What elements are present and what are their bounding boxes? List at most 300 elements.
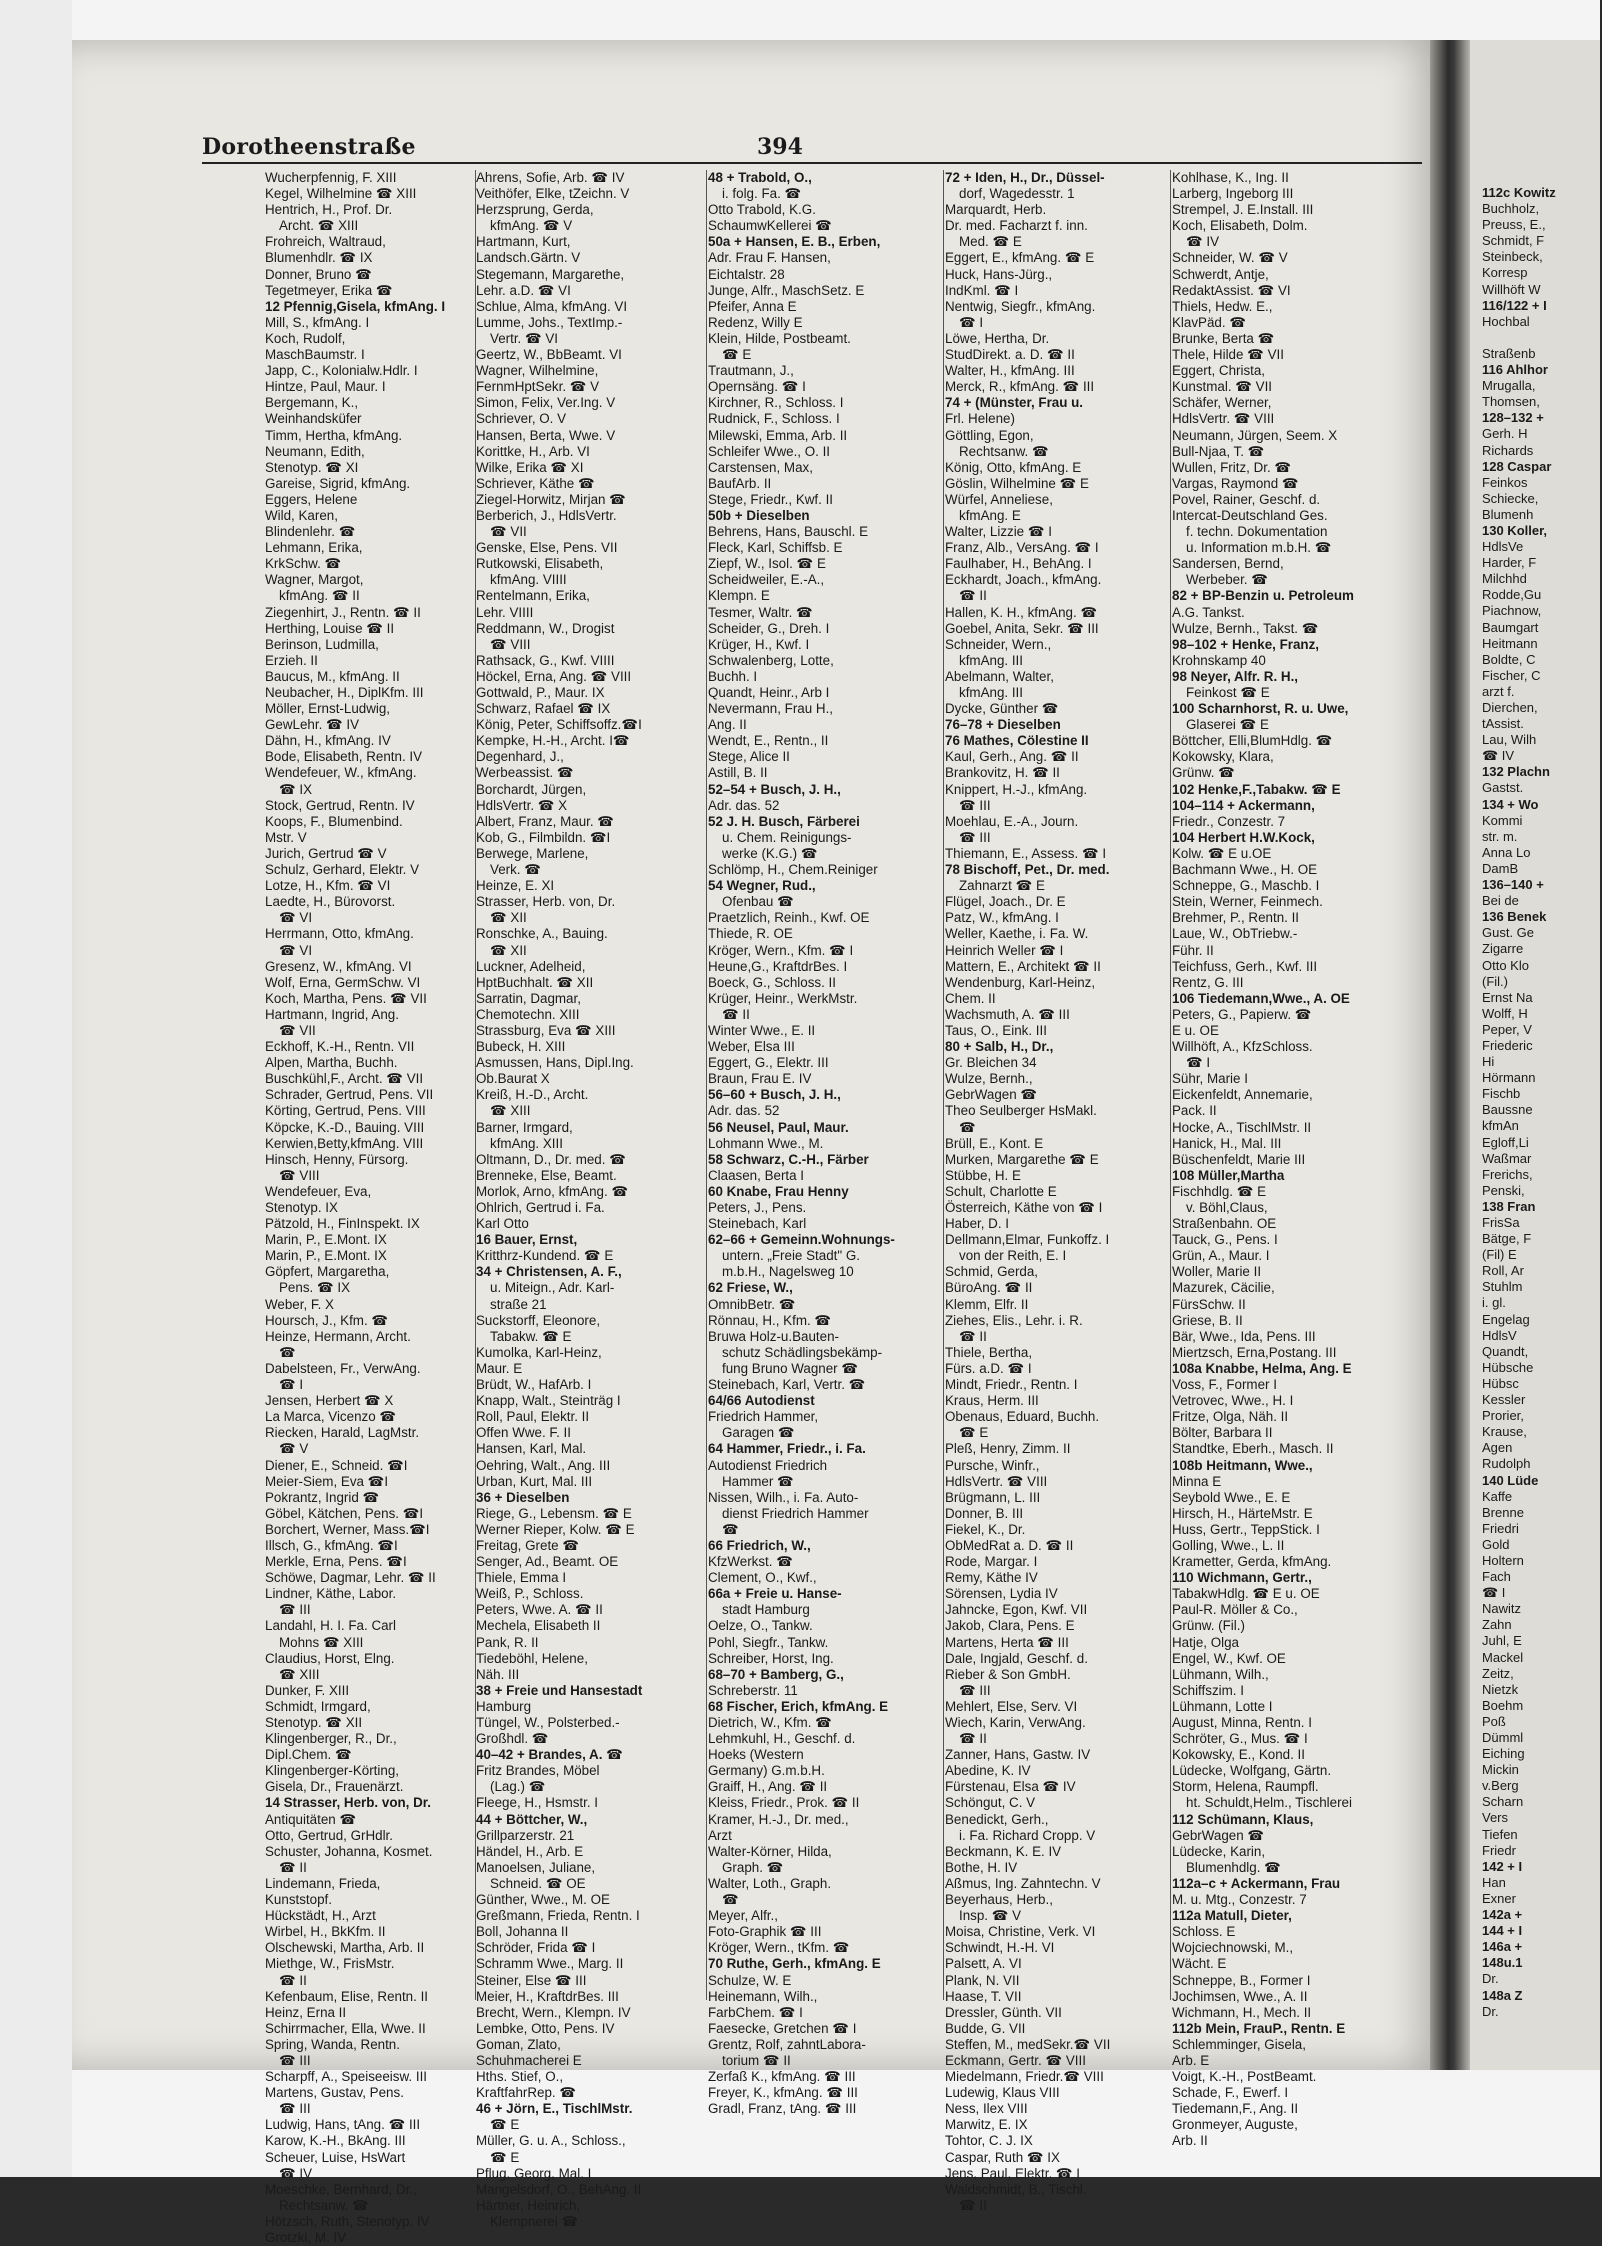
directory-entry: August, Minna, Rentn. I: [1172, 1715, 1312, 1730]
directory-entry: Grünw. (Fil.): [1172, 1618, 1245, 1634]
directory-entry: Buchh. I: [708, 668, 758, 684]
directory-entry: Lüdecke, Wolfgang, Gärtn.: [1172, 1763, 1332, 1779]
directory-entry: Huck, Hans-Jürg.,: [945, 266, 1053, 282]
directory-entry: Brüdt, W., HafArb. I: [476, 1377, 592, 1393]
directory-entry: Paul-R. Möller & Co.,: [1172, 1602, 1298, 1618]
directory-entry: 52 J. H. Busch, Färberei: [708, 813, 860, 829]
directory-entry: Krüger, Heinr., WerkMstr.: [708, 990, 858, 1006]
directory-entry: Dale, Ingjald, Geschf. d.: [945, 1650, 1088, 1666]
directory-entry: Buschkühl,F., Archt. ☎ VII: [265, 1071, 424, 1087]
directory-entry: ☎ II: [959, 588, 987, 604]
directory-entry: Schriever, O. V: [476, 411, 567, 427]
directory-entry: 62 Friese, W.,: [708, 1280, 793, 1296]
directory-entry: Degenhard, J.,: [476, 749, 564, 765]
facing-page-entry: v.Berg: [1482, 1778, 1519, 1794]
directory-entry: Pokrantz, Ingrid ☎: [265, 1489, 380, 1505]
directory-entry: Brehmer, P., Rentn. II: [1172, 910, 1300, 926]
directory-entry: Voss, F., Former I: [1172, 1377, 1277, 1393]
directory-entry: Heinz, Erna II: [265, 2004, 347, 2020]
directory-entry: Werbeber. ☎: [1186, 572, 1268, 588]
directory-entry: König, Peter, Schiffsoffz.☎I: [476, 717, 642, 733]
directory-entry: Eickenfeldt, Annemarie,: [1172, 1087, 1313, 1103]
directory-entry: Steiner, Else ☎ III: [476, 1972, 587, 1988]
directory-entry: Grotzki, M. IV: [265, 2230, 347, 2245]
facing-page-entry: Hochbal: [1482, 313, 1530, 329]
directory-entry: Redenz, Willy E: [708, 314, 803, 330]
directory-entry: Engel, W., Kwf. OE: [1172, 1650, 1286, 1666]
directory-entry: Peters, G., Papierw. ☎: [1172, 1006, 1312, 1022]
facing-page-entry: Friederic: [1482, 1037, 1533, 1053]
facing-page-entry: Bei de: [1482, 893, 1519, 909]
directory-entry: Meier-Siem, Eva ☎I: [265, 1473, 389, 1489]
directory-entry: Ziepf, W., Isol. ☎ E: [708, 556, 826, 572]
directory-entry: Offen Wwe. F. II: [476, 1425, 572, 1441]
directory-entry: Schneid. ☎ OE: [490, 1875, 586, 1891]
directory-entry: E u. OE: [1172, 1022, 1219, 1038]
directory-entry: Dabelsteen, Fr., VerwAng.: [265, 1360, 421, 1376]
directory-entry: ☎ III: [279, 1602, 311, 1618]
directory-entry: Antiquitäten ☎: [265, 1811, 357, 1827]
directory-entry: Österreich, Käthe von ☎ I: [945, 1200, 1103, 1215]
directory-entry: Vetrovec, Wwe., H. I: [1172, 1393, 1294, 1409]
directory-entry: Lohmann Wwe., M.: [708, 1135, 824, 1151]
directory-entry: Nissen, Wilh., i. Fa. Auto-: [708, 1489, 859, 1505]
directory-entry: Maur. E: [476, 1360, 523, 1376]
directory-entry: Böttcher, Elli,BlumHdlg. ☎: [1172, 733, 1333, 749]
directory-entry: ☎ II: [959, 1731, 987, 1747]
directory-entry: Müller, G. u. A., Schloss.,: [476, 2133, 626, 2149]
directory-entry: Thiele, Bertha,: [945, 1344, 1033, 1360]
facing-page-entry: kfmAn: [1482, 1118, 1519, 1134]
directory-entry: Timm, Hertha, kfmAng.: [265, 427, 403, 443]
directory-entry: ht. Schuldt,Helm., Tischlerei: [1186, 1795, 1352, 1811]
directory-entry: Oelze, O., Tankw.: [708, 1618, 813, 1634]
directory-entry: Wild, Karen,: [265, 507, 338, 523]
directory-entry: Walter, H., kfmAng. III: [945, 363, 1075, 379]
directory-entry: Bruwa Holz-u.Bauten-: [708, 1328, 839, 1344]
facing-page-entry: 144 + I: [1482, 1923, 1523, 1939]
directory-entry: 76–78 + Dieselben: [945, 717, 1061, 733]
directory-entry: Sühr, Marie I: [1172, 1071, 1248, 1087]
directory-entry: IndKml. ☎ I: [945, 282, 1019, 298]
directory-entry: kfmAng. ☎ V: [490, 218, 573, 234]
directory-entry: werke (K.G.) ☎: [722, 845, 818, 861]
facing-page-entry: 116/122 + I: [1482, 297, 1547, 313]
facing-page-entry: Kessler: [1482, 1392, 1526, 1408]
facing-page-entry: 142a +: [1482, 1907, 1523, 1923]
directory-entry: Härtner, Heinrich,: [476, 2197, 581, 2213]
directory-entry: Morlok, Arno, kfmAng. ☎: [476, 1183, 629, 1199]
directory-entry: Bubeck, H. XIII: [476, 1039, 566, 1055]
facing-page-entry: Rudolph: [1482, 1456, 1531, 1472]
directory-entry: Ludwig, Hans, tAng. ☎ III: [265, 2117, 421, 2133]
directory-entry: Friedrich Hammer,: [708, 1409, 819, 1425]
directory-entry: Hocke, A., TischlMstr. II: [1172, 1119, 1312, 1135]
directory-entry: Gresenz, W., kfmAng. VI: [265, 958, 412, 974]
directory-entry: Miertzsch, Erna,Postang. III: [1172, 1344, 1337, 1360]
directory-entry: Brenneke, Else, Beamt.: [476, 1167, 617, 1183]
facing-page-entry: Gastst.: [1482, 780, 1524, 796]
facing-page-entry: Roll, Ar: [1482, 1263, 1524, 1279]
directory-entry: Laue, W., ObTriebw.-: [1172, 926, 1298, 942]
directory-entry: Mazurek, Cäcilie,: [1172, 1280, 1275, 1296]
facing-page-column: [1482, 185, 1602, 2020]
directory-entry: Koops, F., Blumenbind.: [265, 813, 403, 829]
facing-page-entry: Engelag: [1482, 1311, 1530, 1327]
directory-entry: Gr. Bleichen 34: [945, 1055, 1037, 1071]
facing-page-entry: Friedri: [1482, 1520, 1519, 1536]
directory-entry: Luckner, Adelheid,: [476, 958, 586, 974]
directory-entry: Schneppe, G., Maschb. I: [1172, 878, 1320, 894]
facing-page-entry: 136 Benek: [1482, 909, 1547, 925]
directory-entry: Zerfaß K., kfmAng. ☎ III: [708, 2069, 856, 2085]
directory-entry: Roll, Paul, Elektr. II: [476, 1409, 590, 1425]
directory-entry: Rentelmann, Erika,: [476, 588, 590, 604]
directory-entry: Pack. II: [1172, 1103, 1217, 1119]
directory-entry: Brecht, Wern., Klempn. IV: [476, 2004, 631, 2020]
directory-entry: Sarratin, Dagmar,: [476, 990, 581, 1006]
facing-page-entry: Hübsc: [1482, 1375, 1519, 1391]
directory-entry: Lembke, Otto, Pens. IV: [476, 2020, 615, 2036]
directory-entry: ☎ XIII: [279, 1666, 320, 1682]
facing-page-entry: Brenne: [1482, 1504, 1524, 1520]
directory-entry: 112a–c + Ackermann, Frau: [1172, 1875, 1341, 1891]
directory-entry: TabakwHdlg. ☎ E u. OE: [1172, 1586, 1320, 1602]
directory-entry: Tiedeböhl, Helene,: [476, 1650, 588, 1666]
directory-entry: Eckhoff, K.-H., Rentn. VII: [265, 1039, 415, 1055]
directory-entry: ☎ XII: [490, 942, 527, 958]
directory-entry: Thiele, Emma I: [476, 1570, 567, 1586]
directory-entry: Wagner, Wilhelmine,: [476, 363, 599, 379]
directory-entry: i. Fa. Richard Cropp. V: [959, 1827, 1096, 1843]
directory-entry: Graiff, H., Ang. ☎ II: [708, 1779, 828, 1795]
directory-entry: dorf, Wagedesstr. 1: [959, 186, 1075, 202]
directory-entry: Eggert, G., Elektr. III: [708, 1055, 829, 1071]
directory-entry: GewLehr. ☎ IV: [265, 717, 360, 733]
facing-page-entry: Han: [1482, 1874, 1506, 1890]
directory-entry: Wendt, E., Rentn., II: [708, 733, 829, 749]
directory-entry: ☎ XII: [490, 910, 527, 926]
directory-entry: kfmAng. III: [959, 685, 1023, 700]
directory-entry: Großhdl. ☎: [476, 1731, 549, 1747]
directory-entry: GebrWagen ☎: [945, 1087, 1038, 1103]
directory-entry: Fritze, Olga, Näh. II: [1172, 1409, 1289, 1425]
directory-entry: stadt Hamburg: [722, 1602, 810, 1618]
directory-entry: Meyer, Alfr.,: [708, 1908, 778, 1924]
directory-entry: 80 + Salb, H., Dr.,: [945, 1039, 1054, 1055]
directory-entry: Palsett, A. VI: [945, 1956, 1022, 1972]
facing-page-entry: (Fil) E: [1482, 1247, 1517, 1263]
directory-entry: 56–60 + Busch, J. H.,: [708, 1087, 841, 1103]
facing-page-entry: 136–140 +: [1482, 877, 1544, 893]
directory-entry: Gisela, Dr., Frauenärzt.: [265, 1779, 404, 1795]
directory-entry: Hintze, Paul, Maur. I: [265, 379, 386, 395]
directory-entry: Aßmus, Ing. Zahntechn. V: [945, 1875, 1101, 1891]
facing-page-entry: Wolff, H: [1482, 1005, 1528, 1021]
directory-entry: Steinebach, Karl, Vertr. ☎: [708, 1377, 866, 1393]
directory-entry: von der Reith, E. I: [959, 1248, 1067, 1264]
directory-entry: Riege, G., Lebensm. ☎ E: [476, 1505, 632, 1521]
directory-entry: fung Bruno Wagner ☎: [722, 1360, 859, 1376]
directory-entry: Jochimsen, Wwe., A. II: [1172, 1988, 1308, 2004]
directory-entry: Rönnau, H., Kfm. ☎: [708, 1312, 832, 1328]
directory-entry: Wullen, Fritz, Dr. ☎: [1172, 459, 1292, 475]
directory-entry: Wulze, Bernh.,: [945, 1071, 1033, 1087]
directory-entry: Flügel, Joach., Dr. E: [945, 894, 1066, 910]
directory-entry: Führ. II: [1172, 942, 1214, 958]
facing-page-entry: Mrugalla,: [1482, 378, 1536, 394]
facing-page-entry: 132 Plachn: [1482, 764, 1550, 780]
directory-entry: Blindenlehr. ☎: [265, 524, 356, 540]
directory-entry: Griese, B. II: [1172, 1312, 1243, 1328]
directory-entry: Dunker, F. XIII: [265, 1682, 350, 1698]
directory-entry: 66a + Freie u. Hanse-: [708, 1586, 842, 1602]
directory-entry: 34 + Christensen, A. F.,: [476, 1264, 622, 1280]
directory-entry: i. folg. Fa. ☎: [722, 186, 802, 202]
directory-entry: Zahnarzt ☎ E: [959, 878, 1045, 894]
directory-entry: Tüngel, W., Polsterbed.-: [476, 1715, 620, 1730]
facing-page-entry: arzt f.: [1482, 683, 1515, 699]
directory-entry: Karl Otto: [476, 1216, 529, 1232]
directory-entry: Dressler, Günth. VII: [945, 2004, 1062, 2020]
directory-entry: Stegemann, Margarethe,: [476, 266, 625, 282]
directory-entry: ☎ IX: [279, 781, 313, 797]
facing-page-entry: Fach: [1482, 1569, 1511, 1585]
directory-entry: Weinhandsküfer: [265, 411, 362, 427]
directory-entry: HdlsVertr. ☎ VIII: [945, 1473, 1048, 1489]
facing-page-entry: 130 Koller,: [1482, 522, 1548, 538]
facing-page-entry: Frerichs,: [1482, 1166, 1533, 1182]
directory-entry: Berinson, Ludmilla,: [265, 636, 379, 652]
directory-entry: Weiß, P., Schloss.: [476, 1586, 584, 1602]
facing-page-entry: Korresp: [1482, 265, 1528, 281]
directory-entry: KfzWerkst. ☎: [708, 1554, 793, 1570]
directory-entry: v. Böhl,Claus,: [1186, 1200, 1268, 1215]
directory-entry: 66 Friedrich, W.,: [708, 1537, 811, 1553]
directory-entry: Schwarz, Rafael ☎ IX: [476, 701, 611, 717]
directory-entry: Chem. II: [945, 990, 996, 1006]
directory-entry: Barner, Irmgard,: [476, 1119, 573, 1135]
directory-entry: Hückstädt, H., Arzt: [265, 1908, 376, 1924]
directory-entry: Schlue, Alma, kfmAng. VI: [476, 298, 628, 314]
directory-entry: Ziehes, Elis., Lehr. i. R.: [945, 1312, 1083, 1328]
directory-entry: Wilke, Erika ☎ XI: [476, 459, 584, 475]
directory-entry: Kumolka, Karl-Heinz,: [476, 1344, 602, 1360]
directory-entry: Strasser, Herb. von, Dr.: [476, 894, 616, 910]
directory-entry: Wiech, Karin, VerwAng.: [945, 1715, 1086, 1730]
directory-entry: Ang. II: [708, 717, 747, 733]
directory-entry: Hötzsch, Ruth, Stenotyp. IV: [265, 2213, 430, 2229]
directory-entry: Baucus, M., kfmAng. II: [265, 668, 400, 684]
directory-entry: 64 Hammer, Friedr., i. Fa.: [708, 1441, 866, 1457]
directory-entry: (Lag.) ☎: [490, 1779, 546, 1795]
directory-entry: Milewski, Emma, Arb. II: [708, 427, 848, 443]
directory-entry: Heinemann, Wilh.,: [708, 1988, 818, 2004]
directory-entry: 36 + Dieselben: [476, 1489, 570, 1505]
directory-entry: Theo Seulberger HsMakl.: [945, 1103, 1097, 1119]
facing-page-entry: Krause,: [1482, 1424, 1527, 1440]
directory-entry: Fritz Brandes, Möbel: [476, 1763, 600, 1779]
directory-entry: Adr. Frau F. Hansen,: [708, 250, 831, 266]
directory-entry: König, Otto, kfmAng. E: [945, 459, 1082, 475]
directory-entry: Kokowsky, E., Kond. II: [1172, 1747, 1305, 1763]
facing-page-entry: (Fil.): [1482, 973, 1508, 989]
directory-entry: Seybold Wwe., E. E: [1172, 1489, 1291, 1505]
directory-entry: untern. „Freie Stadt" G.: [722, 1248, 860, 1264]
directory-entry: ☎ XIII: [490, 1103, 531, 1119]
directory-entry: Feinkost ☎ E: [1186, 685, 1270, 700]
directory-entry: Eggert, E., kfmAng. ☎ E: [945, 250, 1095, 266]
directory-entry: Schmidt, Irmgard,: [265, 1698, 371, 1714]
directory-entry: Franz, Alb., VersAng. ☎ I: [945, 540, 1099, 556]
directory-entry: Mindt, Friedr., Rentn. I: [945, 1377, 1078, 1393]
directory-entry: Insp. ☎ V: [959, 1908, 1022, 1924]
directory-entry: Gottwald, P., Maur. IX: [476, 685, 605, 700]
directory-entry: HdlsVertr. ☎ X: [476, 797, 568, 813]
facing-page-entry: Penski,: [1482, 1182, 1525, 1198]
directory-entry: Hartmann, Ingrid, Ang.: [265, 1006, 399, 1022]
facing-page-entry: Boldte, C: [1482, 651, 1536, 667]
directory-entry: Garagen ☎: [722, 1425, 795, 1441]
facing-page-entry: Feinkos: [1482, 474, 1528, 490]
facing-page-entry: Straßenb: [1482, 345, 1536, 361]
directory-entry: Wichmann, H., Mech. II: [1172, 2004, 1312, 2020]
facing-page-entry: [1482, 330, 1602, 346]
directory-entry: Haase, T. VII: [945, 1988, 1022, 2004]
directory-entry: Behrens, Hans, Bauschl. E: [708, 524, 869, 540]
directory-entry: 46 + Jörn, E., TischlMstr.: [476, 2101, 633, 2117]
directory-entry: Kraus, Herm. III: [945, 1393, 1039, 1409]
facing-page-entry: Otto Klo: [1482, 957, 1529, 973]
column-5: [1172, 170, 1422, 2149]
directory-entry: schutz Schädlingsbekämp-: [722, 1344, 883, 1360]
facing-page-entry: 112c Kowitz: [1482, 185, 1556, 200]
directory-entry: Stein, Werner, Feinmech.: [1172, 894, 1323, 910]
directory-entry: ☎: [722, 1521, 739, 1537]
directory-entry: Hansen, Berta, Wwe. V: [476, 427, 616, 443]
directory-entry: Freitag, Grete ☎: [476, 1537, 580, 1553]
directory-entry: Obenaus, Eduard, Buchh.: [945, 1409, 1100, 1425]
directory-entry: Strassburg, Eva ☎ XIII: [476, 1022, 616, 1038]
directory-entry: Göpfert, Margaretha,: [265, 1264, 390, 1280]
directory-entry: Gradl, Franz, tAng. ☎ III: [708, 2101, 857, 2117]
directory-entry: Waldschmidt, B., Tischl.: [945, 2181, 1087, 2197]
directory-entry: Trautmann, J.,: [708, 363, 794, 379]
directory-entry: Standtke, Eberh., Masch. II: [1172, 1441, 1334, 1457]
directory-entry: Chemotechn. XIII: [476, 1006, 580, 1022]
directory-entry: f. techn. Dokumentation: [1186, 524, 1328, 540]
directory-entry: Hammer ☎: [722, 1473, 794, 1489]
directory-entry: Graph. ☎: [722, 1859, 784, 1875]
directory-entry: Schult, Charlotte E: [945, 1183, 1057, 1199]
directory-entry: Quandt, Heinr., Arb I: [708, 685, 830, 700]
directory-entry: Klein, Hilde, Postbeamt.: [708, 330, 851, 346]
directory-entry: Scheidweiler, E.-A.,: [708, 572, 825, 588]
directory-entry: Dietrich, W., Kfm. ☎: [708, 1715, 832, 1730]
directory-entry: 62–66 + Gemeinn.Wohnungs-: [708, 1232, 895, 1248]
directory-entry: Bölter, Barbara II: [1172, 1425, 1273, 1441]
directory-entry: GebrWagen ☎: [1172, 1827, 1265, 1843]
directory-entry: SchaumwKellerei ☎: [708, 218, 832, 234]
directory-entry: Wulze, Bernh., Takst. ☎: [1172, 620, 1319, 636]
directory-entry: Jurich, Gertrud ☎ V: [265, 845, 387, 861]
facing-page-entry: Piachnow,: [1482, 603, 1542, 619]
column-2: [476, 170, 706, 2229]
facing-page-entry: 134 + Wo: [1482, 796, 1539, 812]
column-1: [265, 170, 475, 2245]
directory-entry: 108b Heitmann, Wwe.,: [1172, 1457, 1313, 1473]
directory-entry: 60 Knabe, Frau Henny: [708, 1183, 849, 1199]
directory-entry: Schulz, Gerhard, Elektr. V: [265, 862, 420, 878]
directory-entry: MaschBaumstr. I: [265, 347, 365, 363]
facing-page-entry: Tiefen: [1482, 1826, 1518, 1842]
directory-entry: u. Chem. Reinigungs-: [722, 829, 852, 845]
directory-entry: kfmAng. III: [959, 652, 1023, 668]
directory-entry: Clement, O., Kwf.,: [708, 1570, 817, 1586]
directory-entry: Pens. ☎ IX: [279, 1280, 351, 1296]
facing-page-entry: Willhöft W: [1482, 281, 1541, 297]
directory-entry: FürsSchw. II: [1172, 1296, 1246, 1312]
directory-entry: 112a Matull, Dieter,: [1172, 1908, 1292, 1924]
directory-entry: Friedr., Conzestr. 7: [1172, 813, 1286, 829]
directory-entry: Schiffszim. I: [1172, 1682, 1244, 1698]
directory-entry: ☎ VIII: [279, 1167, 320, 1183]
directory-entry: Peters, Wwe. A. ☎ II: [476, 1602, 603, 1618]
directory-entry: Büschenfeldt, Marie III: [1172, 1151, 1306, 1167]
directory-entry: 68 Fischer, Erich, kfmAng. E: [708, 1698, 889, 1714]
directory-entry: KlavPäd. ☎: [1172, 314, 1246, 330]
facing-page-entry: Scharn: [1482, 1794, 1524, 1810]
facing-page-entry: 148u.1: [1482, 1955, 1523, 1971]
directory-entry: 58 Schwarz, C.-H., Färber: [708, 1151, 869, 1167]
directory-entry: Körting, Gertrud, Pens. VIII: [265, 1103, 426, 1119]
directory-entry: Caspar, Ruth ☎ IX: [945, 2149, 1060, 2165]
directory-entry: ☎ E: [490, 2117, 520, 2133]
directory-entry: Hoursch, J., Kfm. ☎: [265, 1312, 389, 1328]
directory-entry: kfmAng. ☎ II: [279, 588, 360, 604]
directory-entry: Landahl, H. I. Fa. Carl: [265, 1618, 396, 1634]
directory-entry: Schlömp, H., Chem.Reiniger: [708, 862, 878, 878]
facing-page-entry: Dr.: [1482, 1971, 1499, 1987]
directory-entry: Eggert, Christa,: [1172, 363, 1266, 379]
directory-entry: Astill, B. II: [708, 765, 768, 781]
directory-entry: 50a + Hansen, E. B., Erben,: [708, 234, 881, 250]
facing-page-entry: Hübsche: [1482, 1359, 1534, 1375]
directory-entry: Krametter, Gerda, kfmAng.: [1172, 1554, 1332, 1570]
facing-page-entry: Kommi: [1482, 812, 1523, 828]
directory-entry: Adr. das. 52: [708, 1103, 780, 1119]
directory-entry: ☎ I: [1186, 1055, 1211, 1071]
directory-entry: Bull-Njaa, T. ☎: [1172, 443, 1265, 459]
directory-entry: Braun, Frau E. IV: [708, 1071, 812, 1087]
directory-entry: Eckhardt, Joach., kfmAng.: [945, 572, 1102, 588]
directory-entry: Rechtsanw. ☎: [959, 443, 1049, 459]
directory-entry: Mechela, Elisabeth II: [476, 1618, 601, 1634]
directory-entry: ☎ V: [279, 1441, 309, 1457]
directory-entry: Schirrmacher, Ella, Wwe. II: [265, 2020, 426, 2036]
directory-entry: Heinze, Hermann, Archt.: [265, 1328, 411, 1344]
directory-entry: Miedelmann, Friedr.☎ VIII: [945, 2069, 1104, 2085]
directory-entry: Praetzlich, Reinh., Kwf. OE: [708, 910, 870, 926]
facing-page-entry: Dierchen,: [1482, 700, 1538, 715]
directory-entry: Kröger, Wern., tKfm. ☎: [708, 1940, 850, 1956]
directory-entry: Neumann, Edith,: [265, 443, 365, 459]
directory-entry: Arb. II: [1172, 2133, 1208, 2149]
facing-page-entry: Zeitz,: [1482, 1665, 1514, 1681]
directory-entry: 100 Scharnhorst, R. u. Uwe,: [1172, 701, 1349, 717]
directory-entry: Kokowsky, Klara,: [1172, 749, 1274, 765]
directory-entry: RedaktAssist. ☎ VI: [1172, 282, 1291, 298]
